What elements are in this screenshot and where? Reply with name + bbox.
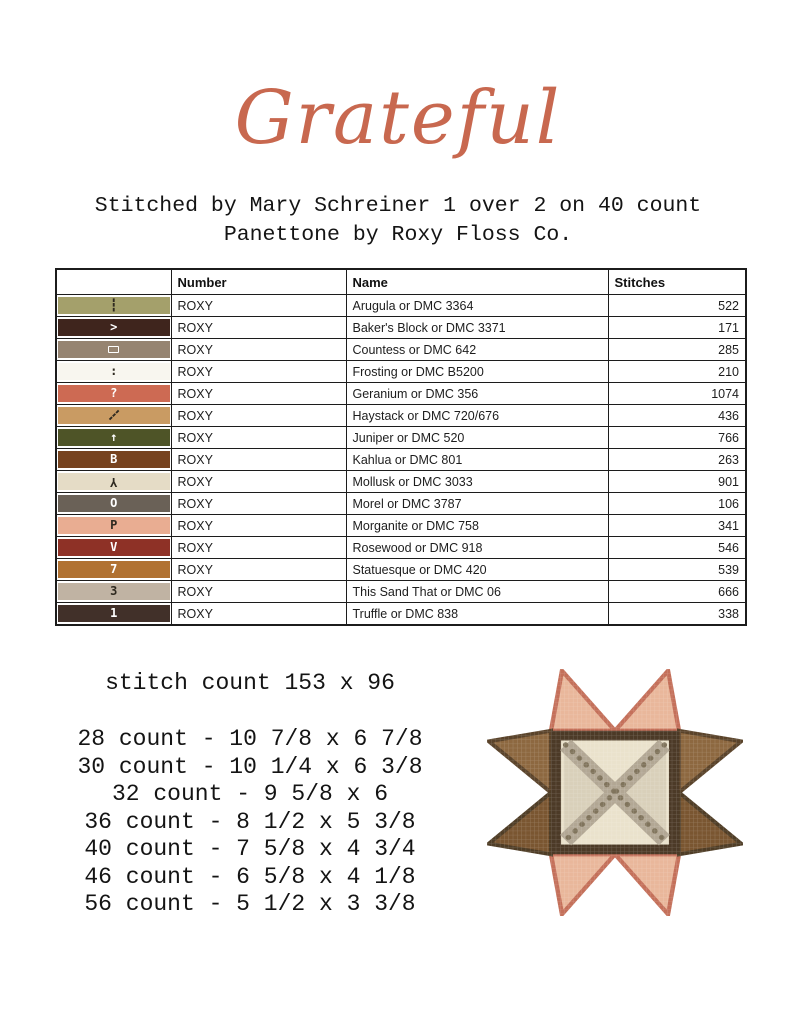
floss-number: ROXY (171, 383, 346, 405)
table-header-row (56, 269, 746, 295)
floss-number: ROXY (171, 405, 346, 427)
floss-name: Truffle or DMC 838 (346, 603, 608, 626)
stitches-value: 338 (608, 603, 746, 626)
floss-name: Baker's Block or DMC 3371 (346, 317, 608, 339)
floss-number: ROXY (171, 493, 346, 515)
stitches-value: 436 (608, 405, 746, 427)
stitches-value: 1074 (608, 383, 746, 405)
table-row (56, 361, 746, 383)
floss-name: Statuesque or DMC 420 (346, 559, 608, 581)
floss-name: Geranium or DMC 356 (346, 383, 608, 405)
credit-line-2: Panettone by Roxy Floss Co. (223, 222, 573, 247)
stitches-value: 539 (608, 559, 746, 581)
stitch-symbol: : (110, 364, 118, 378)
stitch-count-line: stitch count 153 x 96 (105, 670, 395, 696)
stitch-symbol: 3 (110, 584, 118, 598)
floss-number: ROXY (171, 339, 346, 361)
color-swatch (58, 319, 170, 336)
stitches-value: 210 (608, 361, 746, 383)
color-swatch (58, 341, 170, 358)
stitches-value: 522 (608, 295, 746, 317)
stitch-symbol: ? (110, 386, 118, 400)
size-line: 46 count - 6 5/8 x 4 1/8 (84, 863, 416, 890)
floss-number: ROXY (171, 515, 346, 537)
floss-number: ROXY (171, 603, 346, 626)
stitch-texture-overlay (487, 669, 743, 916)
table-row (56, 493, 746, 515)
floss-name: Arugula or DMC 3364 (346, 295, 608, 317)
floss-name: Morel or DMC 3787 (346, 493, 608, 515)
table-row (56, 449, 746, 471)
color-swatch (58, 363, 170, 380)
credit-line-1: Stitched by Mary Schreiner 1 over 2 on 40 count (94, 194, 702, 218)
floss-number: ROXY (171, 361, 346, 383)
table-row (56, 537, 746, 559)
stitches-value: 666 (608, 581, 746, 603)
stitch-symbol: B (110, 452, 118, 466)
size-line: 28 count - 10 7/8 x 6 7/8 (77, 726, 423, 752)
header-number: Number (171, 269, 346, 295)
stitch-symbol: 7 (110, 562, 118, 576)
color-swatch (58, 407, 170, 424)
size-line: 30 count - 10 1/4 x 6 3/8 (77, 753, 423, 780)
header-symbol (56, 269, 171, 295)
table-row (56, 581, 746, 603)
page-title: Grateful (234, 75, 562, 161)
stitch-symbol: ┇ (110, 298, 118, 312)
floss-name: Juniper or DMC 520 (346, 427, 608, 449)
stitch-symbol: 1 (110, 606, 118, 620)
color-swatch (58, 605, 170, 622)
floss-name: Morganite or DMC 758 (346, 515, 608, 537)
table-row (56, 295, 746, 317)
color-swatch (58, 495, 170, 512)
color-swatch (58, 385, 170, 402)
stitch-symbol: > (110, 320, 118, 334)
stitches-value: 341 (608, 515, 746, 537)
floss-number: ROXY (171, 317, 346, 339)
color-swatch (58, 583, 170, 600)
header-stitches: Stitches (608, 269, 746, 295)
stitches-value: 106 (608, 493, 746, 515)
color-swatch (58, 539, 170, 556)
table-row (56, 559, 746, 581)
stitches-value: 901 (608, 471, 746, 493)
color-swatch (58, 517, 170, 534)
floss-number: ROXY (171, 581, 346, 603)
stitch-symbol: P (110, 518, 118, 532)
stitch-symbol: ┇ (106, 407, 122, 423)
stitch-symbol (108, 346, 119, 353)
floss-number: ROXY (171, 471, 346, 493)
color-swatch (58, 429, 170, 446)
table-row (56, 339, 746, 361)
size-details (58, 670, 442, 919)
stitches-value: 263 (608, 449, 746, 471)
floss-number: ROXY (171, 427, 346, 449)
color-swatch (58, 561, 170, 578)
size-line: 56 count - 5 1/2 x 3 3/8 (84, 891, 416, 917)
floss-name: Mollusk or DMC 3033 (346, 471, 608, 493)
table-row (56, 383, 746, 405)
credit-text (0, 192, 796, 249)
stitch-symbol: O (110, 496, 118, 510)
size-line: 32 count - 9 5/8 x 6 (111, 781, 389, 807)
stitches-value: 546 (608, 537, 746, 559)
table-row (56, 603, 746, 626)
header-name: Name (346, 269, 608, 295)
floss-name: This Sand That or DMC 06 (346, 581, 608, 603)
floss-legend-table (55, 268, 747, 626)
table-row (56, 427, 746, 449)
floss-name: Countess or DMC 642 (346, 339, 608, 361)
table-row (56, 405, 746, 427)
size-line: 36 count - 8 1/2 x 5 3/8 (84, 808, 416, 835)
stitches-value: 285 (608, 339, 746, 361)
color-swatch (58, 451, 170, 468)
table-row (56, 471, 746, 493)
floss-number: ROXY (171, 537, 346, 559)
color-swatch (58, 297, 170, 314)
floss-name: Rosewood or DMC 918 (346, 537, 608, 559)
floss-name: Kahlua or DMC 801 (346, 449, 608, 471)
table-row (56, 317, 746, 339)
stitch-symbol: ↑ (110, 430, 118, 444)
stitch-symbol: Y (110, 475, 118, 489)
quilt-star-image (487, 669, 743, 916)
table-row (56, 515, 746, 537)
floss-name: Frosting or DMC B5200 (346, 361, 608, 383)
stitch-symbol: V (110, 540, 118, 554)
floss-name: Haystack or DMC 720/676 (346, 405, 608, 427)
color-swatch (58, 473, 170, 490)
stitches-value: 766 (608, 427, 746, 449)
floss-number: ROXY (171, 559, 346, 581)
floss-number: ROXY (171, 449, 346, 471)
size-line: 40 count - 7 5/8 x 4 3/4 (84, 836, 416, 862)
stitches-value: 171 (608, 317, 746, 339)
floss-number: ROXY (171, 295, 346, 317)
